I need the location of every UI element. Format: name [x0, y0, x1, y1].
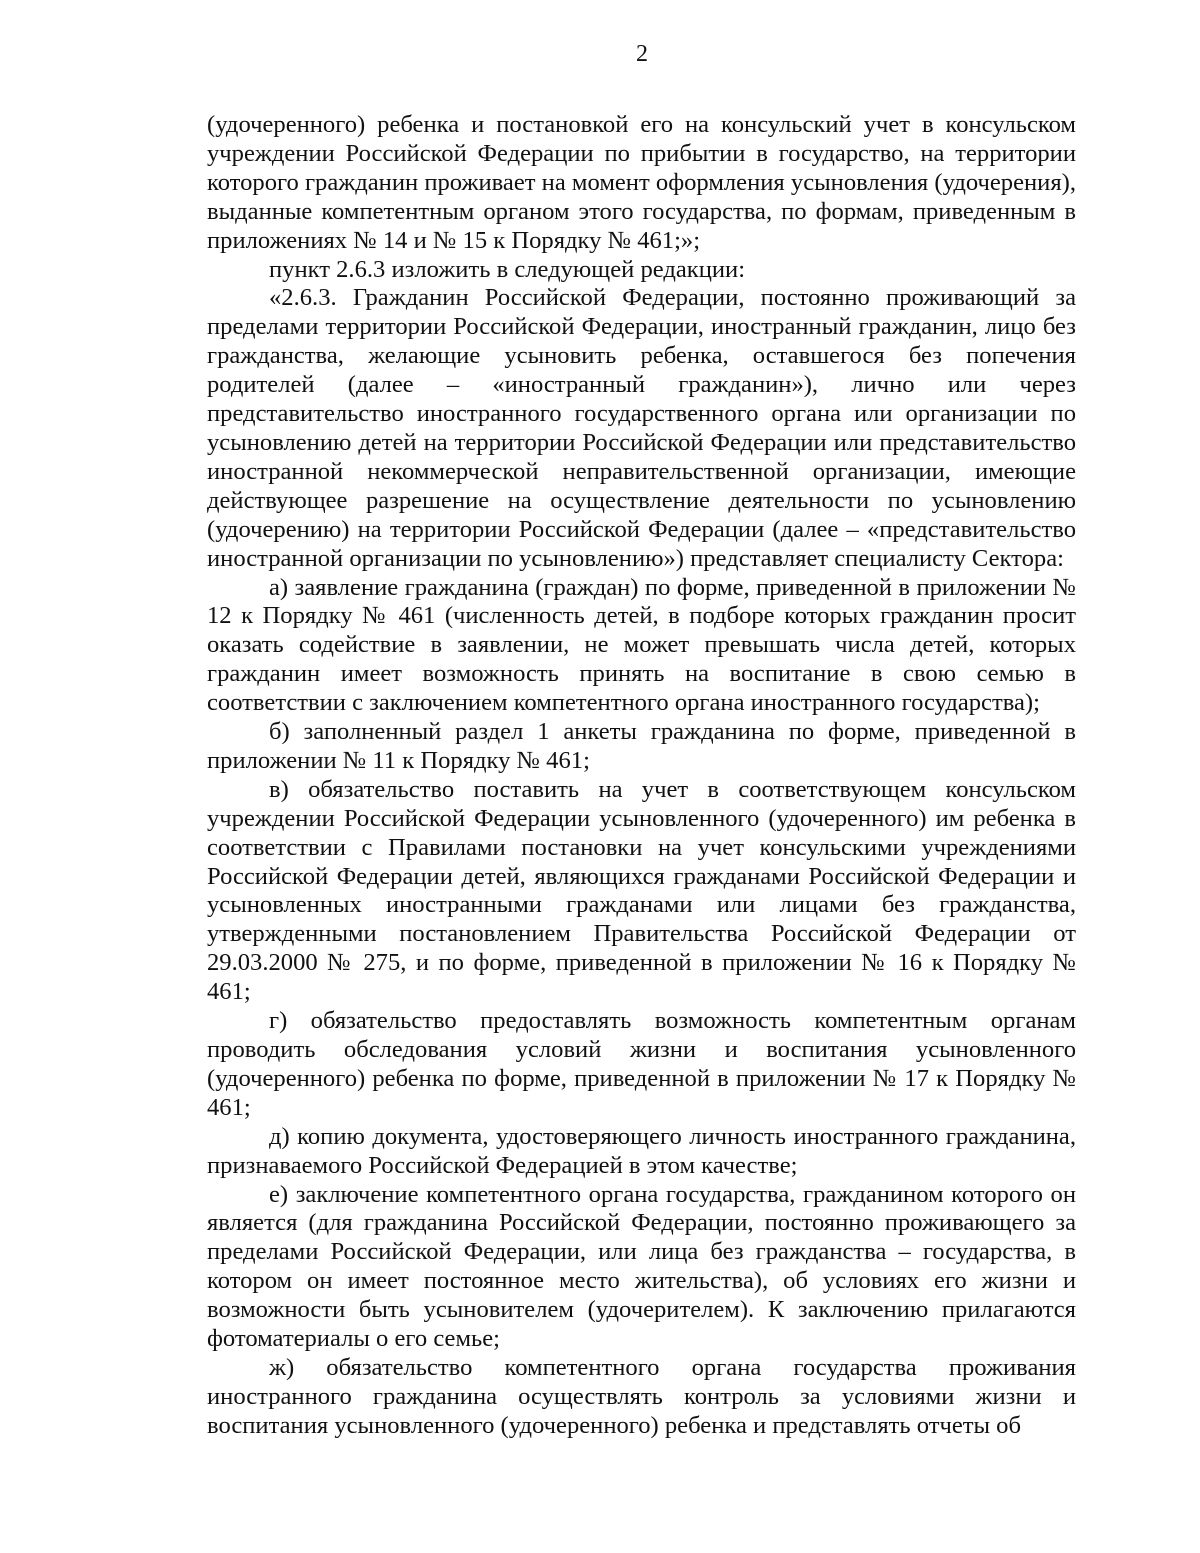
document-body [207, 111, 1076, 1441]
paragraph-2-6-3: «2.6.3. Гражданин Российской Федерации, постоянно проживающий за пределами территории Российской Федерации, иностранный гражданин, лицо без гражданства, желающие усыновить ребенка, оставшегося без попечения родителей (далее – «иностранный гражданин»), лично или через представительство иностранного государственного органа или организации по усыновлению детей на территории Российской Федерации или представительство иностранной некоммерческой неправительственной организации, имеющие действующее разрешение на осуществление деятельности по усыновлению (удочерению) на территории Российской Федерации (далее – «представительство иностранной организации по усыновлению») представляет специалисту Сектора: [207, 284, 1076, 572]
list-item-v: в) обязательство поставить на учет в соответствующем консульском учреждении Российской Федерации усыновленного (удочеренного) им ребенка в соответствии с Правилами постановки на учет консульскими учреждениями Российской Федерации детей, являющихся гражданами Российской Федерации и усыновленных иностранными гражданами или лицами без гражданства, утвержденными постановлением Правительства Российской Федерации от 29.03.2000 № 275, и по форме, приведенной в приложении № 16 к Порядку № 461; [207, 775, 1076, 1006]
list-item-e: е) заключение компетентного органа государства, гражданином которого он является (для гражданина Российской Федерации, постоянно проживающего за пределами Российской Федерации, или лица без гражданства – государства, в котором он имеет постоянное место жительства), об условиях его жизни и возможности быть усыновителем (удочерителем). К заключению прилагаются фотоматериалы о его семье; [207, 1180, 1076, 1353]
list-item-zh: ж) обязательство компетентного органа государства проживания иностранного гражданина осуществлять контроль за условиями жизни и воспитания усыновленного (удочеренного) ребенка и представлять отчеты об [207, 1353, 1076, 1439]
paragraph-continuation: (удочеренного) ребенка и постановкой его на консульский учет в консульском учреждении Российской Федерации по прибытии в государство, на территории которого гражданин проживает на момент оформления усыновления (удочерения), выданные компетентным органом этого государства, по формам, приведенным в приложениях № 14 и № 15 к Порядку № 461;»; [207, 111, 1076, 254]
list-item-g: г) обязательство предоставлять возможность компетентным органам проводить обследования условий жизни и воспитания усыновленного (удочеренного) ребенка по форме, приведенной в приложении № 17 к Порядку № 461; [207, 1007, 1076, 1121]
page-number: 2 [636, 41, 648, 67]
list-item-d: д) копию документа, удостоверяющего личность иностранного гражданина, признаваемого Российской Федерацией в этом качестве; [207, 1122, 1076, 1179]
list-item-b: б) заполненный раздел 1 анкеты гражданина по форме, приведенной в приложении № 11 к Порядку № 461; [207, 718, 1076, 774]
list-item-a: а) заявление гражданина (граждан) по форме, приведенной в приложении № 12 к Порядку № 461 (численность детей, в подборе которых гражданин просит оказать содействие в заявлении, не может превышать числа детей, которых гражданин имеет возможность принять на воспитание в свою семью в соответствии с заключением компетентного органа иностранного государства); [207, 573, 1076, 717]
paragraph-instruction: пункт 2.6.3 изложить в следующей редакции: [269, 255, 746, 283]
